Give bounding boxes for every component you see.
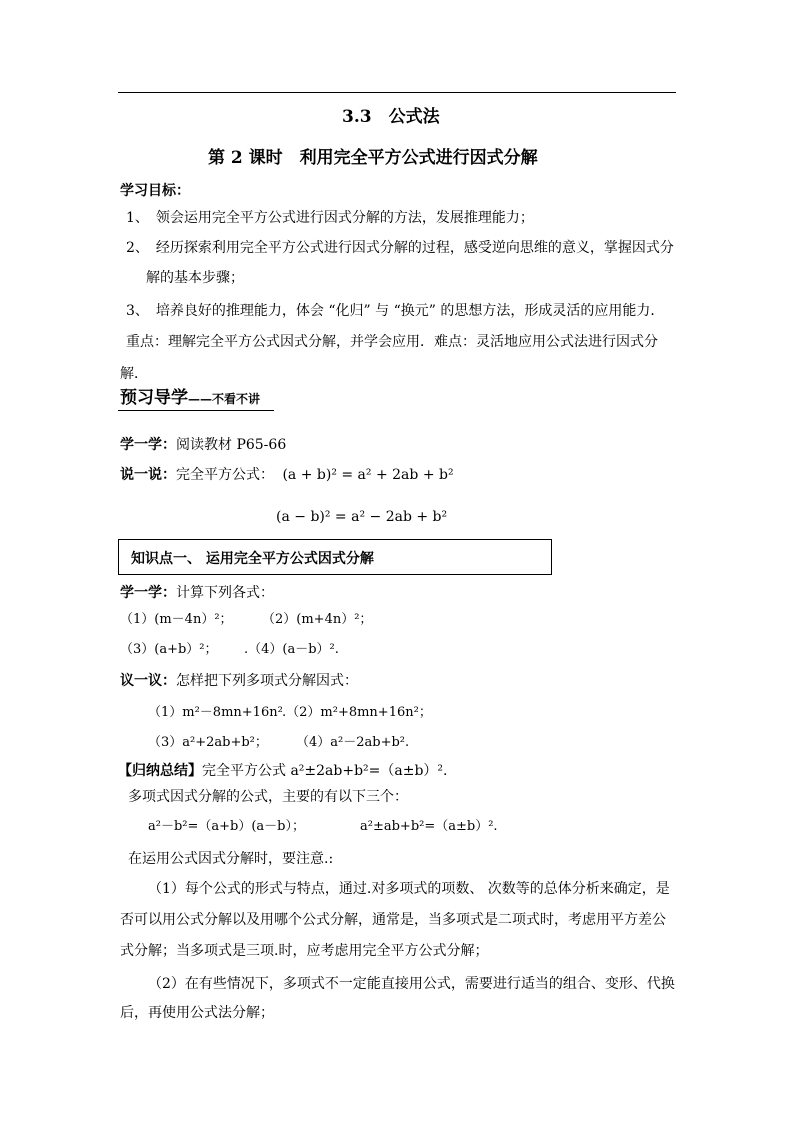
study-label: 学一学： xyxy=(120,437,176,453)
study-text: 阅读教材 P65-66 xyxy=(176,437,287,453)
note-2a: （2）在有些情况下，多项式不一定能直接用公式，需要进行适当的组合、变形、代换 xyxy=(148,976,675,992)
goal-item-1: 1、 领会运用完全平方公式进行因式分解的方法，发展推理能力； xyxy=(126,210,534,226)
note-2b: 后，再使用公式法分解； xyxy=(120,1005,274,1021)
calc-item-1: （1）(m－4n）²； xyxy=(120,612,233,627)
calc-line xyxy=(120,584,274,602)
calc-item-2: （2）(m+4n）²； xyxy=(262,612,373,627)
preview-subtitle: ——不看不讲 xyxy=(188,392,261,406)
goal-item-3: 3、 培养良好的推理能力，体会 “化归” 与 “换元” 的思想方法，形成灵活的应用能力． xyxy=(126,303,665,319)
knowledge-point-box xyxy=(118,539,552,575)
discuss-label: 议一议： xyxy=(120,673,176,689)
discuss-text: 怎样把下列多项式分解因式： xyxy=(176,673,358,689)
note-1a: （1）每个公式的形式与特点，通过.对多项式的项数、 次数等的总体分析来确定，是 xyxy=(148,881,670,897)
header-rule xyxy=(118,92,676,93)
preview-underline xyxy=(118,410,274,411)
discuss-item-2: .（2）m²+8mn+16n²； xyxy=(282,705,432,720)
goals-heading: 学习目标： xyxy=(120,183,190,199)
say-line xyxy=(120,466,454,484)
summary-formula-a: a²－b²=（a+b）(a－b）； xyxy=(148,819,305,834)
preview-title: 预习导学 xyxy=(120,388,188,408)
knowledge-point-title: 知识点一、 运用完全平方公式因式分解 xyxy=(131,551,374,567)
summary-formula-b: a²±ab+b²=（a±b）². xyxy=(360,819,498,834)
calc-item-3: （3）(a+b）²； xyxy=(120,642,218,657)
formula-square-diff: (a − b)² = a² − 2ab + b² xyxy=(276,509,448,525)
formula-square-sum: (a + b)² = a² + 2ab + b² xyxy=(282,467,454,483)
discuss-item-1: （1）m²－8mn+16n² xyxy=(148,705,283,720)
summary-line-2: 多项式因式分解的公式，主要的有以下三个： xyxy=(128,789,408,805)
key-points-a: 重点：理解完全平方公式因式分解，并学会应用．难点：灵活地应用公式法进行因式分 xyxy=(126,334,658,350)
summary-label: 【归纳总结】 xyxy=(118,763,202,779)
discuss-item-3: （3）a²+2ab+b²； xyxy=(148,735,268,750)
discuss-item-4: （4）a²－2ab+b². xyxy=(296,735,410,750)
note-1b: 否可以用公式分解以及用哪个公式分解，通常是，当多项式是二项式时，考虑用平方差公 xyxy=(120,912,666,928)
note-1c: 式分解；当多项式是三项.时，应考虑用完全平方公式分解； xyxy=(120,943,489,959)
preview-heading xyxy=(120,389,260,408)
study-line xyxy=(120,436,286,454)
calc-label: 学一学： xyxy=(120,585,176,601)
key-points-b: 解． xyxy=(120,366,148,382)
say-text: 完全平方公式： xyxy=(176,467,274,483)
goal-item-2a: 2、 经历探索利用完全平方公式进行因式分解的过程，感受逆向思维的意义，掌握因式分 xyxy=(126,240,674,256)
section-title: 3.3 公式法 xyxy=(342,107,440,127)
discuss-line xyxy=(120,672,358,690)
summary-line xyxy=(118,762,448,780)
lesson-title: 第 2 课时 利用完全平方公式进行因式分解 xyxy=(208,148,538,168)
goal-item-2b: 解的基本步骤； xyxy=(146,270,244,286)
calc-item-4: .（4）(a－b）². xyxy=(244,642,339,657)
summary-line-4: 在运用公式因式分解时，要注意.: xyxy=(128,851,334,867)
summary-text: 完全平方公式 a²±2ab+b²=（a±b）². xyxy=(202,763,448,779)
calc-text: 计算下列各式： xyxy=(176,585,274,601)
say-label: 说一说： xyxy=(120,467,176,483)
